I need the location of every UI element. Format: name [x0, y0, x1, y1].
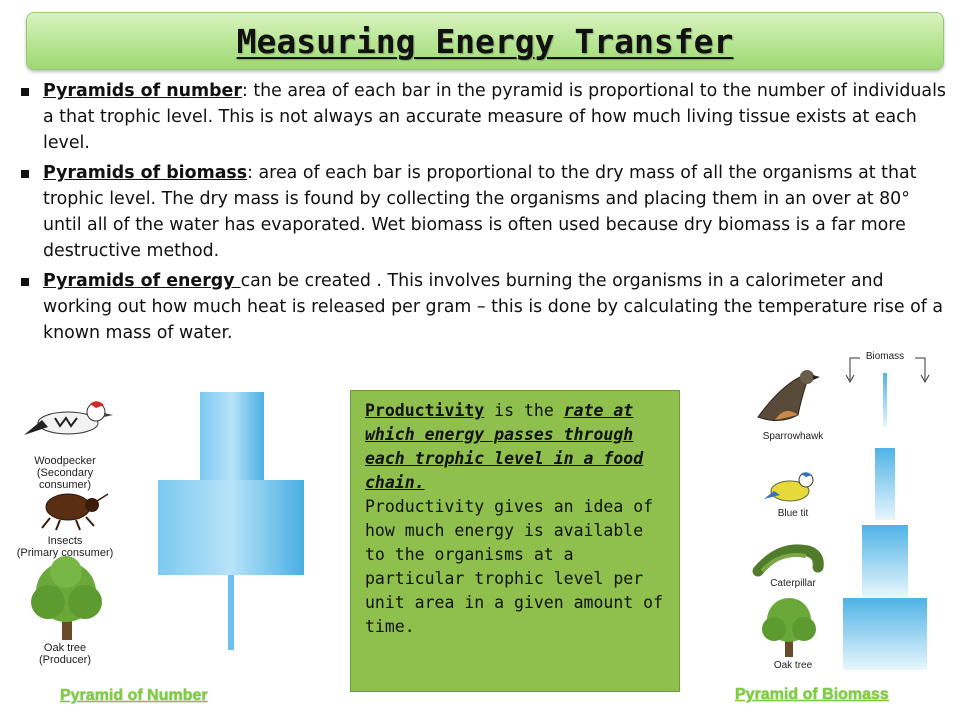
bullet-term: Pyramids of energy	[43, 271, 241, 291]
insect-icon	[42, 494, 108, 530]
bullet-text: can be created . This involves burning the organisms in a calorimeter and working out how much heat is released per gram – this is done by calculating the temperature rise of a known mass of water.	[43, 271, 944, 343]
productivity-definition: rate at which energy passes through each trophic level in a food chain.	[365, 401, 644, 492]
bullet-term: Pyramids of number	[43, 81, 242, 101]
page-title: Measuring Energy Transfer	[236, 21, 734, 61]
oak-tree-biomass-caption: Oak tree	[773, 660, 813, 671]
caterpillar-caption: Caterpillar	[770, 578, 816, 589]
oak-tree-icon	[31, 556, 102, 640]
biomass-axis-label: Biomass	[865, 351, 905, 362]
organism-name: Insects	[47, 535, 83, 547]
productivity-box	[350, 390, 680, 692]
bullet-item	[18, 78, 948, 156]
productivity-connector: is the	[484, 401, 564, 420]
blue-tit-caption: Blue tit	[777, 508, 809, 519]
sparrowhawk-icon	[758, 370, 820, 421]
productivity-text	[365, 399, 669, 495]
insects-caption	[10, 535, 120, 559]
bullet-text: : area of each bar is proportional to the dry mass of all the organisms at that trophic level. The dry mass is found by collecting the organisms and placing them in an over at 80° until all of the water has evaporated. Wet biomass is often used because dry biomass is a far more destructive method.	[43, 163, 917, 261]
blue-tit-bar	[875, 448, 895, 520]
organism-role: (Secondary consumer)	[36, 467, 94, 491]
pyramid-of-number-graphic	[0, 380, 340, 680]
bullet-item	[18, 268, 948, 346]
producer-bar	[228, 575, 234, 650]
secondary-consumer-bar	[200, 392, 264, 480]
sparrowhawk-caption: Sparrowhawk	[762, 431, 824, 442]
bullet-square-icon	[21, 88, 29, 96]
woodpecker-icon	[24, 401, 113, 435]
bullet-text: : the area of each bar in the pyramid is proportional to the number of individuals a that trophic level. This is not always an accurate measure of how much living tissue exists at each level.	[43, 81, 946, 153]
oak-tree-biomass-icon	[762, 598, 816, 657]
sparrowhawk-bar	[883, 373, 887, 427]
pyramid-of-number-label: Pyramid of Number	[60, 687, 208, 704]
organism-role: (Producer)	[39, 654, 91, 666]
organism-role: (Primary consumer)	[16, 547, 114, 559]
woodpecker-caption	[10, 455, 120, 491]
primary-consumer-bar	[158, 480, 304, 575]
productivity-body: Productivity gives an idea of how much energy is available to the organisms at a particular trophic level per unit area in a given amount of time.	[365, 497, 664, 636]
bullet-square-icon	[21, 170, 29, 178]
title-banner	[26, 12, 944, 70]
bullet-square-icon	[21, 278, 29, 286]
caterpillar-bar	[862, 525, 908, 597]
bullet-term: Pyramids of biomass	[43, 163, 248, 183]
organism-name: Woodpecker	[34, 455, 96, 467]
organism-name: Oak tree	[43, 642, 87, 654]
productivity-term: Productivity	[365, 401, 485, 420]
blue-tit-icon	[764, 472, 813, 501]
bullet-list	[18, 78, 948, 350]
bullet-item	[18, 160, 948, 264]
caterpillar-icon	[758, 550, 818, 571]
pyramid-of-number-figure	[0, 380, 340, 680]
pyramid-of-biomass-label: Pyramid of Biomass	[735, 686, 889, 703]
oak-tree-bar	[843, 598, 927, 670]
oak-tree-caption	[10, 642, 120, 666]
pyramid-of-biomass-figure	[690, 345, 960, 680]
